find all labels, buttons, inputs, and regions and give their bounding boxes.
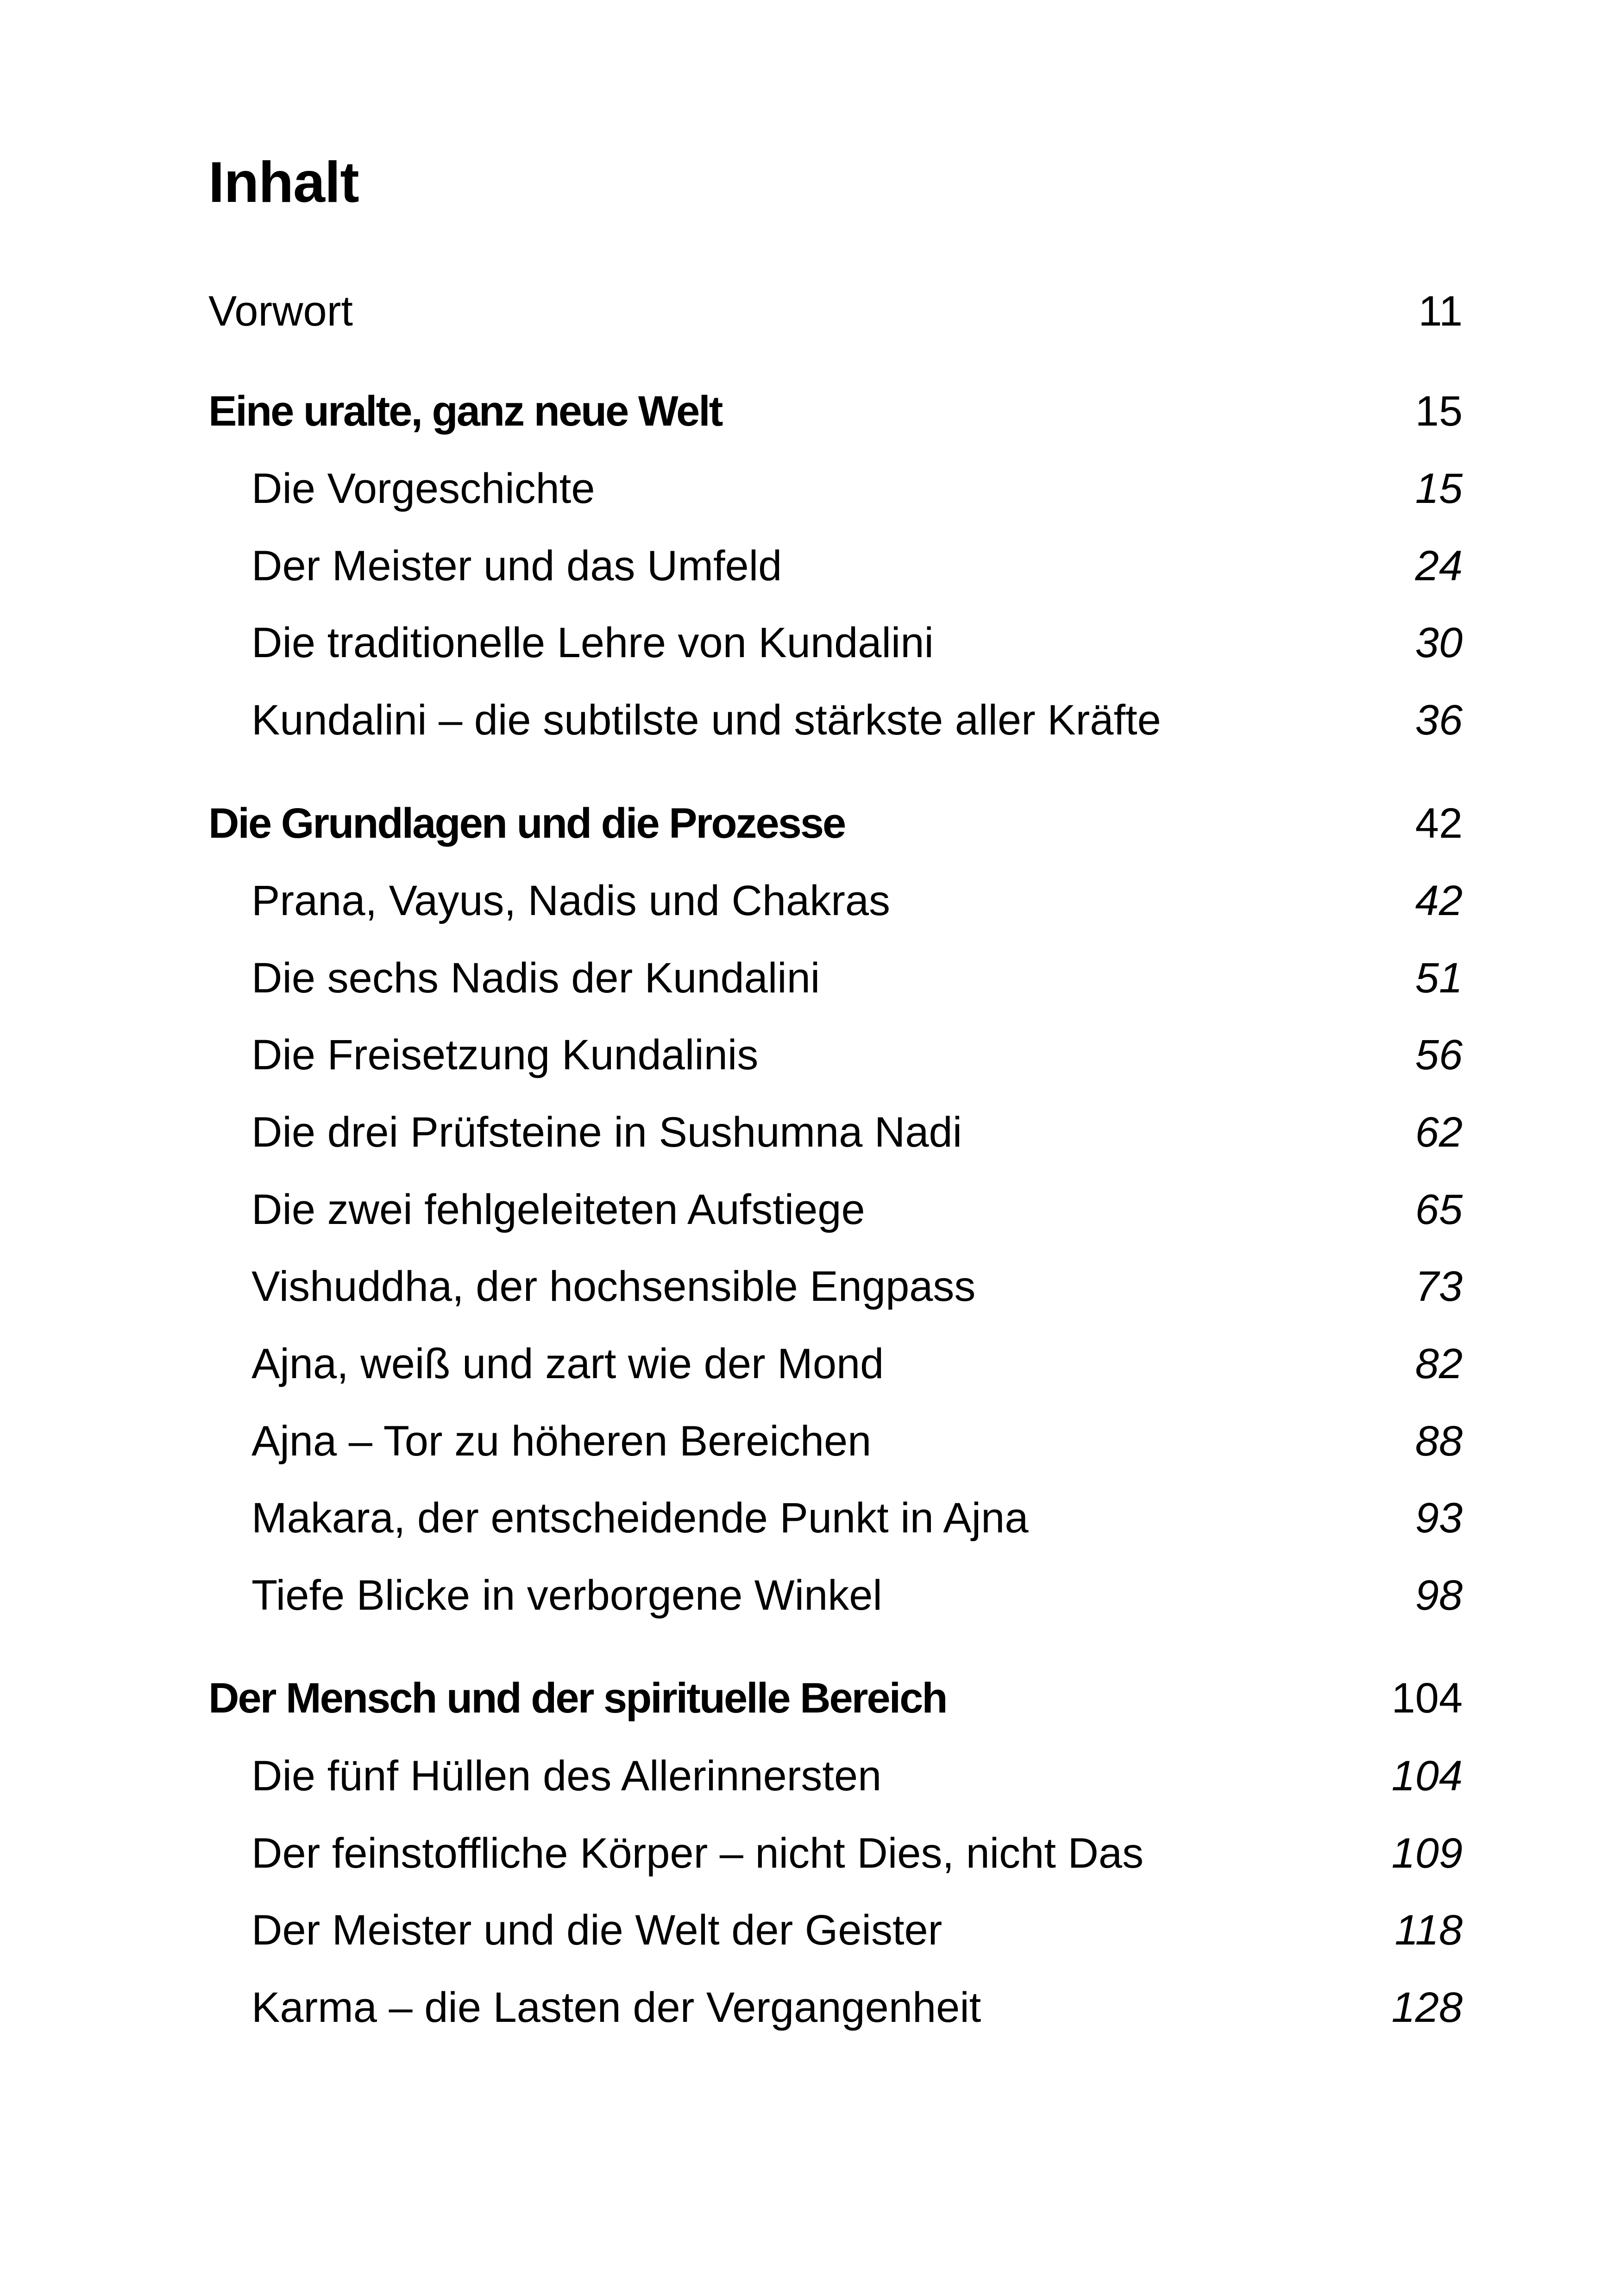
toc-section[interactable] [208,1490,1463,1546]
toc-section[interactable] [208,1336,1463,1392]
section-page: 118 [1395,1907,1463,1954]
section-label: Die drei Prüfsteine in Sushumna Nadi [251,1109,962,1156]
section-page: 30 [1415,619,1463,666]
chapter-label: Die Grundlagen und die Prozesse [208,800,845,847]
chapter-page: 104 [1391,1675,1463,1722]
chapter-label: Eine uralte, ganz neue Welt [208,388,722,435]
toc-section[interactable] [208,615,1463,671]
chapter-label: Der Mensch und der spirituelle Bereich [208,1675,947,1722]
section-page: 65 [1415,1186,1463,1233]
section-page: 62 [1415,1109,1463,1156]
section-page: 82 [1415,1340,1463,1387]
section-label: Karma – die Lasten der Vergangenheit [251,1984,981,2031]
section-page: 42 [1415,877,1463,924]
toc-section[interactable] [208,461,1463,516]
section-label: Die Freisetzung Kundalinis [251,1031,759,1079]
section-page: 15 [1415,465,1463,512]
toc-section[interactable] [208,538,1463,594]
toc-section[interactable] [208,1902,1463,1958]
toc-section[interactable] [208,1748,1463,1804]
section-label: Ajna – Tor zu höheren Bereichen [251,1418,872,1465]
section-label: Prana, Vayus, Nadis und Chakras [251,877,891,924]
section-page: 93 [1415,1494,1463,1542]
section-label: Makara, der entscheidende Punkt in Ajna [251,1494,1029,1542]
toc-entry-preface[interactable] [208,283,1463,339]
section-page: 88 [1415,1418,1463,1465]
section-label: Die zwei fehlgeleiteten Aufstiege [251,1186,865,1233]
chapter-page: 15 [1415,388,1463,435]
toc-section[interactable] [208,1413,1463,1469]
toc-section[interactable] [208,1182,1463,1237]
section-label: Der feinstoffliche Körper – nicht Dies, nicht Das [251,1830,1144,1877]
toc-chapter[interactable] [208,796,1463,851]
section-page: 51 [1415,954,1463,1002]
toc-chapter[interactable] [208,383,1463,439]
page-title: Inhalt [208,151,359,214]
section-label: Ajna, weiß und zart wie der Mond [251,1340,884,1387]
section-page: 98 [1415,1572,1463,1619]
section-page: 128 [1391,1984,1463,2031]
section-label: Der Meister und das Umfeld [251,542,782,590]
section-label: Vishuddha, der hochsensible Engpass [251,1263,976,1310]
section-page: 24 [1415,542,1463,590]
toc-chapter[interactable] [208,1670,1463,1726]
toc-section[interactable] [208,1826,1463,1881]
toc-section[interactable] [208,1104,1463,1160]
entry-label: Vorwort [208,288,353,335]
toc-section[interactable] [208,1568,1463,1623]
section-label: Kundalini – die subtilste und stärkste aller Kräfte [251,696,1161,744]
entry-page: 11 [1418,288,1463,335]
toc-section[interactable] [208,1980,1463,2035]
toc-section[interactable] [208,1027,1463,1083]
section-page: 56 [1415,1031,1463,1079]
section-page: 104 [1391,1752,1463,1800]
section-page: 109 [1391,1830,1463,1877]
section-label: Tiefe Blicke in verborgene Winkel [251,1572,882,1619]
section-label: Die sechs Nadis der Kundalini [251,954,820,1002]
toc-section[interactable] [208,950,1463,1006]
toc-section[interactable] [208,692,1463,748]
section-label: Die fünf Hüllen des Allerinnersten [251,1752,882,1800]
chapter-page: 42 [1415,800,1463,847]
section-page: 36 [1415,696,1463,744]
toc-section[interactable] [208,1259,1463,1314]
section-label: Die traditionelle Lehre von Kundalini [251,619,934,666]
section-label: Der Meister und die Welt der Geister [251,1907,942,1954]
section-label: Die Vorgeschichte [251,465,595,512]
toc-section[interactable] [208,873,1463,928]
section-page: 73 [1415,1263,1463,1310]
